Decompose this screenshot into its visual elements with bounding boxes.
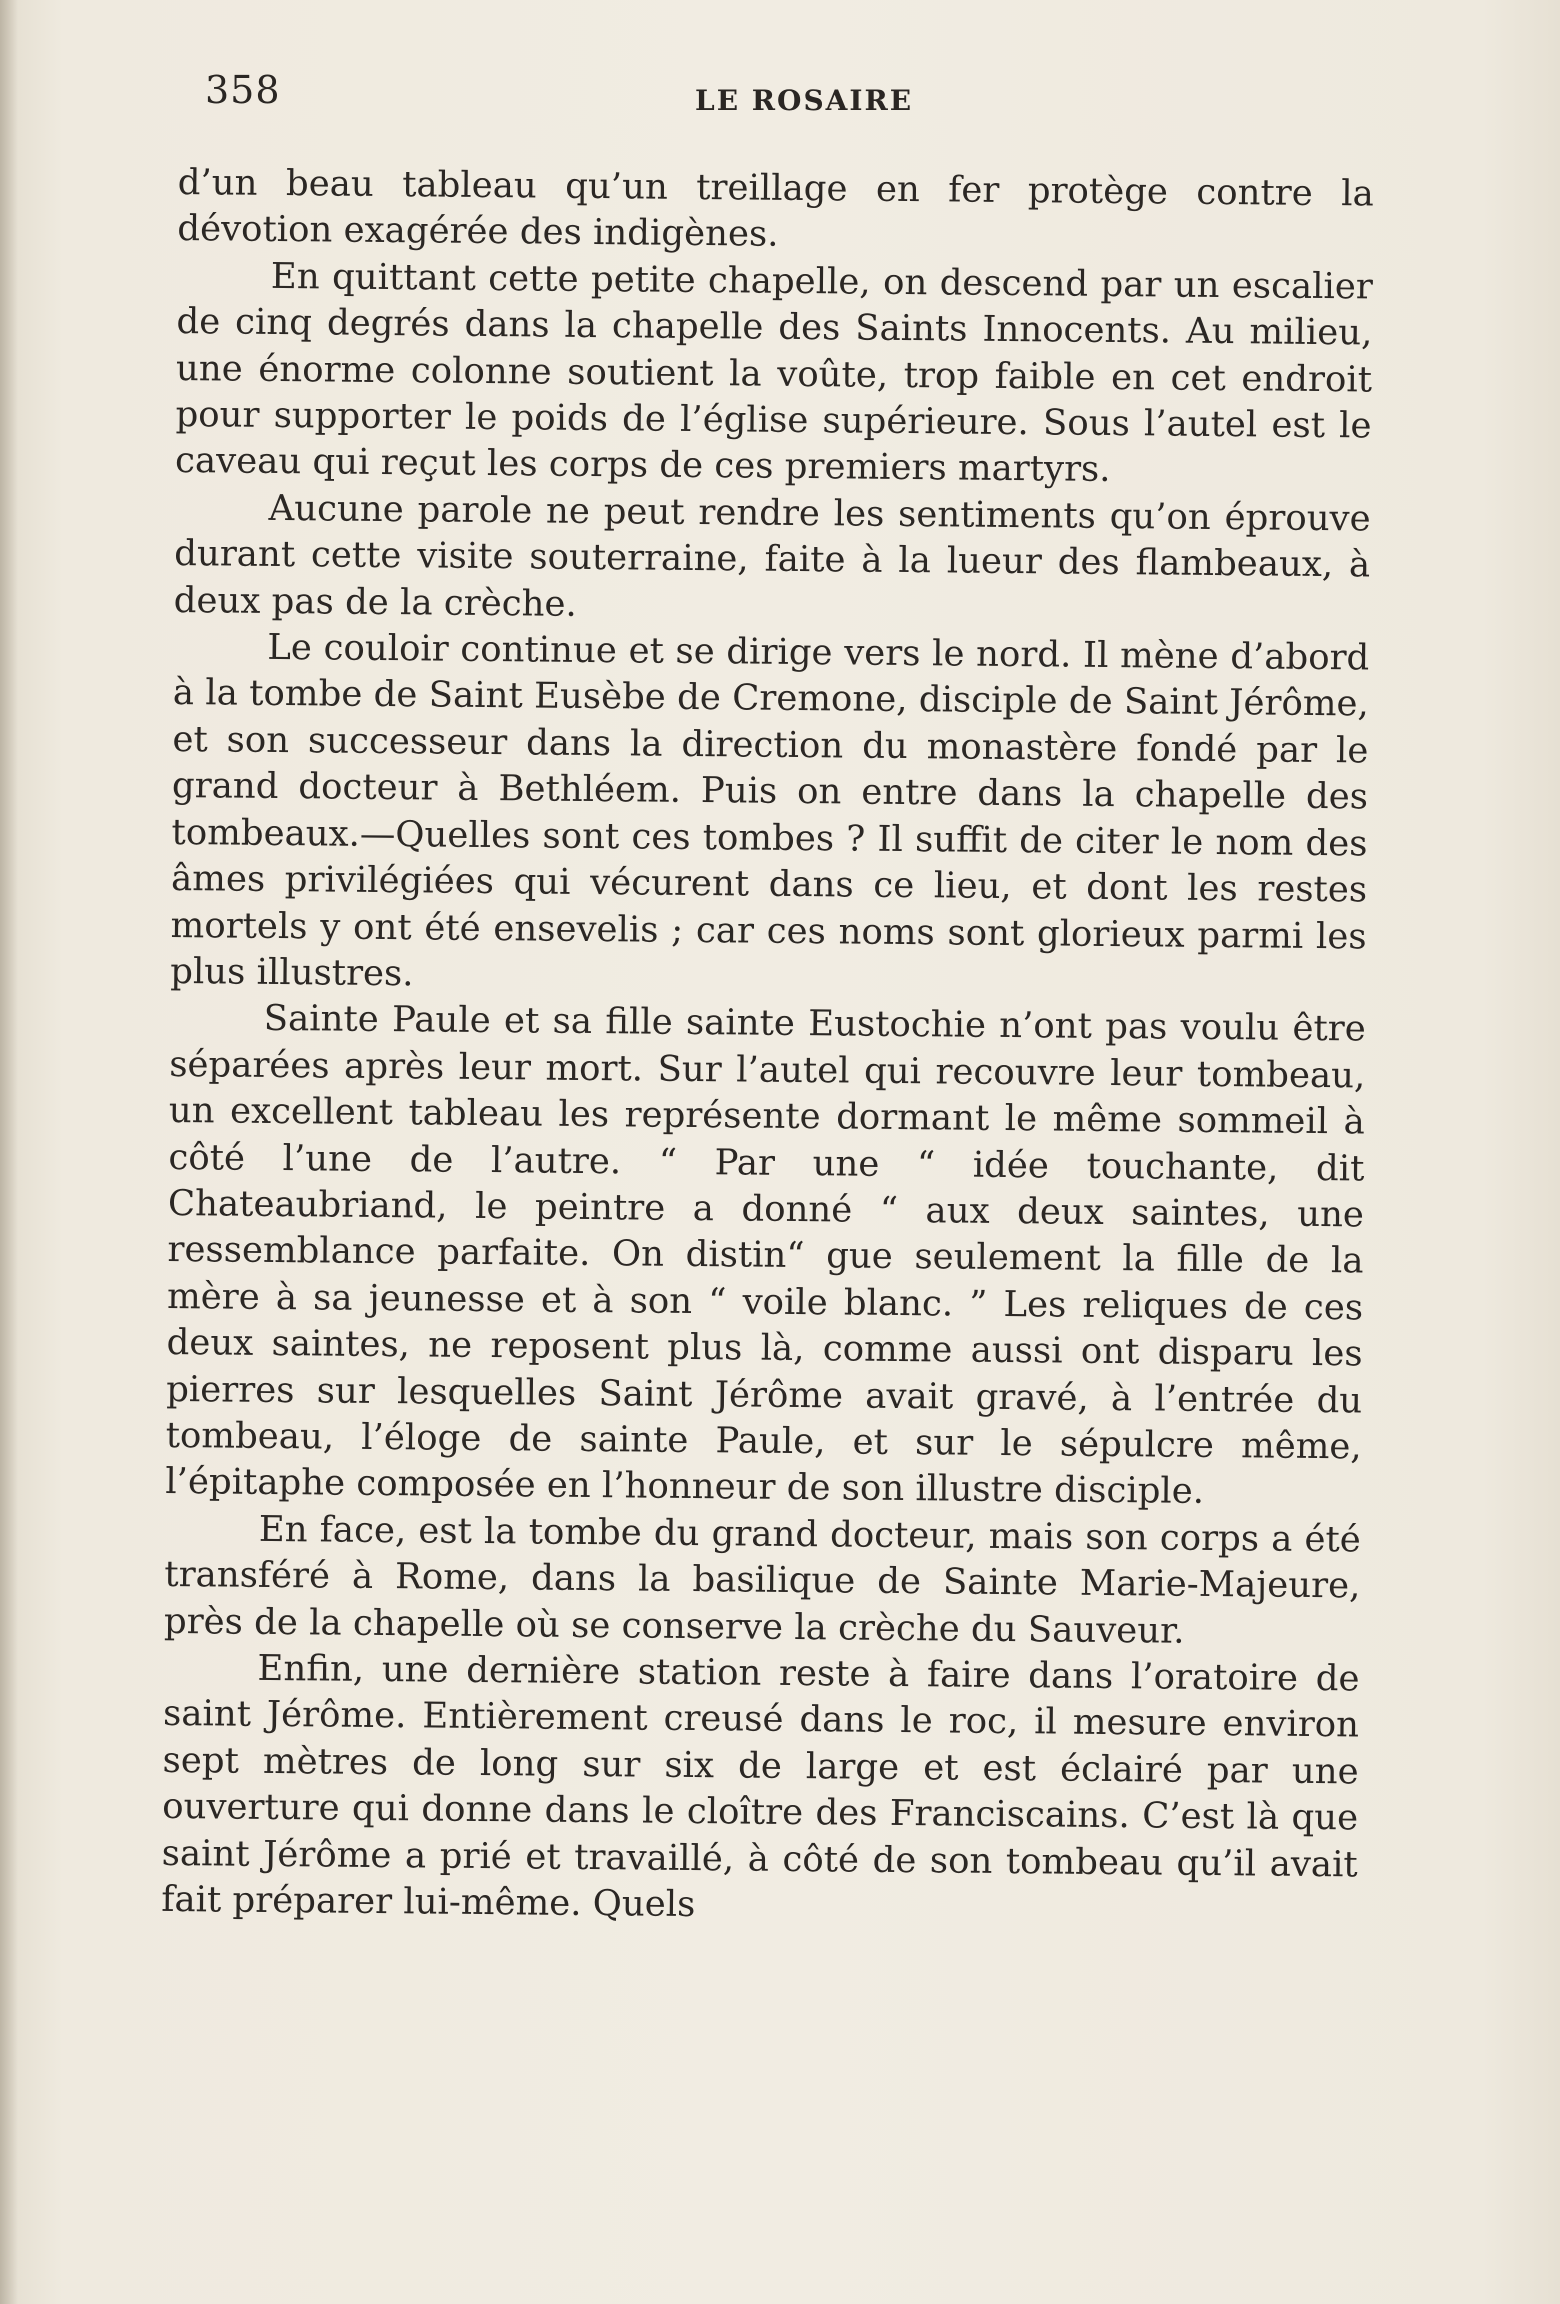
paragraph-sainte-paule: Sainte Paule et sa fille sainte Eustochie n’ont pas voulu être séparées après leur mort. Sur l’autel qui recouvre leur tombeau, un excellent tableau les représente dormant le même sommeil à côté l’une de l’autre. “ Par une “ idée touchante, dit Chateaubriand, le peintre a donné “ aux deux saintes, une ressemblance parfaite. On distin“ gue seulement la fille de la mère à sa jeunesse et à son “ voile blanc. ” Les reliques de ces deux saintes, ne reposent plus là, comme aussi ont disparu les pierres sur lesquelles Saint Jérôme avait gravé, à l’entrée du tombeau, l’éloge de sainte Paule, et sur le sépulcre même, l’épitaphe composée en l’honneur de son illustre disciple. bbox=[165, 998, 1366, 1513]
paragraph-chapel-innocents: En quittant cette petite chapelle, on descend par un escalier de cinq degrés dans la chapelle des Saints Innocents. Au milieu, une énorme colonne soutient la voûte, trop faible en cet endroit pour supporter le poids de l’église supérieure. Sous l’autel est le caveau qui reçut les corps de ces premiers martyrs. bbox=[174, 255, 1374, 491]
running-title: LE ROSAIRE bbox=[695, 84, 914, 117]
body-text bbox=[161, 160, 1374, 1935]
spine-shadow bbox=[0, 0, 18, 2304]
paragraph-sentiments: Aucune parole ne peut rendre les sentiments qu’on éprouve durant cette visite souterraine, faite à la lueur des flambeaux, à deux pas de la crèche. bbox=[173, 487, 1371, 625]
paragraph-oratory: Enfin, une dernière station reste à faire dans l’oratoire de saint Jérôme. Entièrement creusé dans le roc, il mesure environ sept mètres de long sur six de large et est éclairé par une ouverture qui donne dans le cloître des Franciscains. C’est là que saint Jérôme a prié et travaillé, à côté de son tombeau qu’il avait fait préparer lui-même. Quels bbox=[161, 1647, 1360, 1926]
paragraph-tomb-doctor: En face, est la tombe du grand docteur, mais son corps a été transféré à Rome, dans la basilique de Sainte Marie-Majeure, près de la chapelle où se conserve la crèche du Sauveur. bbox=[163, 1508, 1362, 1652]
paragraph-continued: d’un beau tableau qu’un treillage en fer protège contre la dévotion exagérée des indigènes. bbox=[177, 161, 1374, 256]
page-header bbox=[205, 68, 1375, 128]
paragraph-corridor: Le couloir continue et se dirige vers le nord. Il mène d’abord à la tombe de Saint Eusèbe de Cremone, disciple de Saint Jérôme, et son successeur dans la direction du monastère fondé par le grand docteur à Bethléem. Puis on entre dans la chapelle des tombeaux.—Quelles sont ces tombes ? Il suffit de citer le nom des âmes privilégiées qui vécurent dans ce lieu, et dont les restes mortels y ont été ensevelis ; car ces noms sont glorieux parmi les plus illustres. bbox=[170, 626, 1370, 995]
page-number: 358 bbox=[205, 68, 281, 112]
